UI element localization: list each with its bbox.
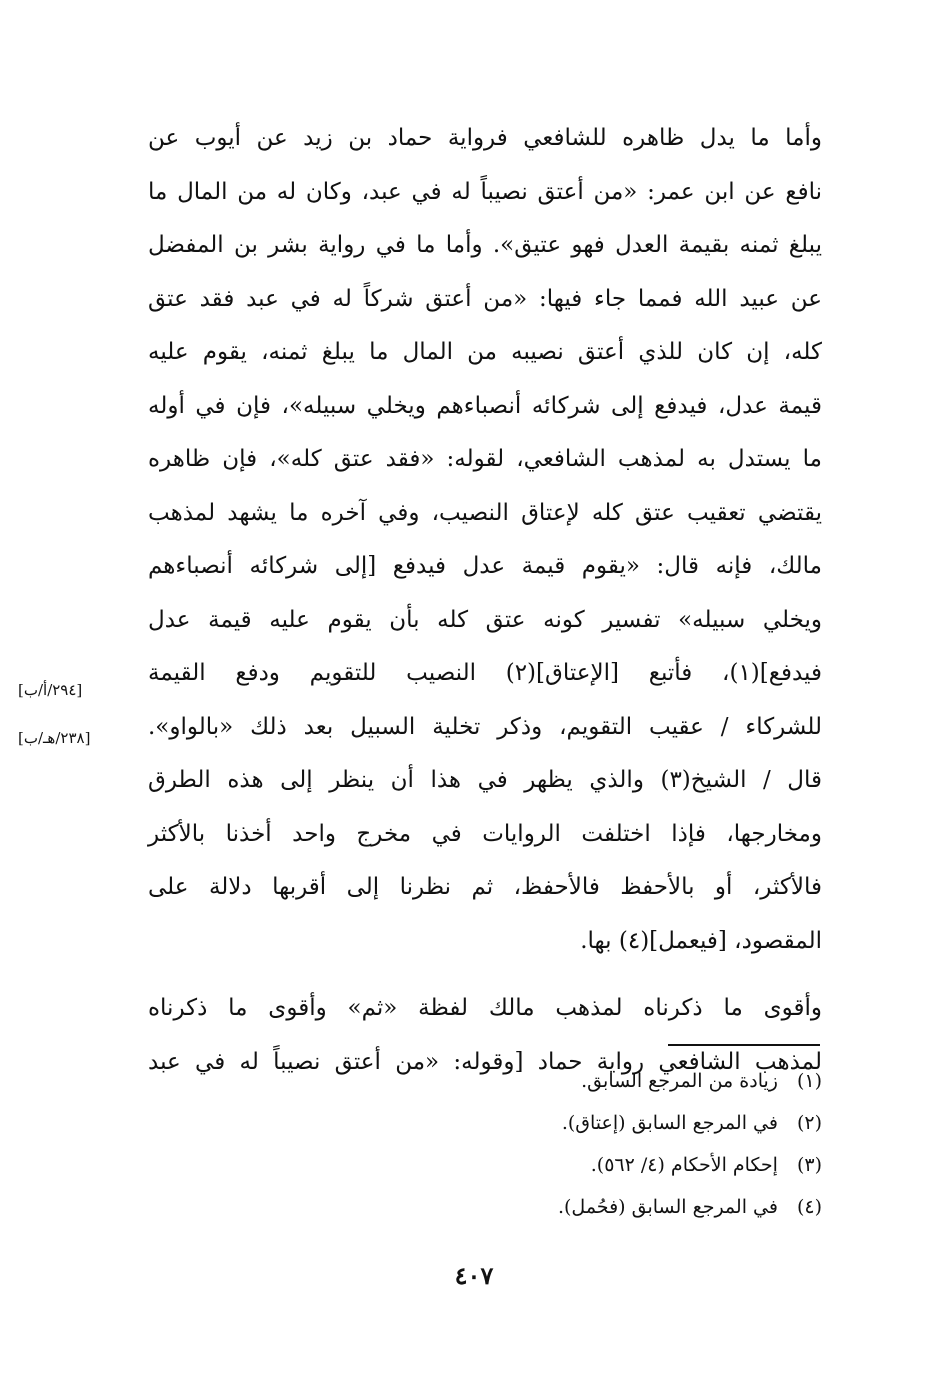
margin-reference: [٢٩٤/أ/ب] <box>18 681 83 699</box>
text-line: المقصود، [فيعمل](٤) بها. <box>580 927 822 954</box>
page-number: ٤٠٧ <box>454 1261 494 1290</box>
text-line: ويخلي سبيله» تفسير كونه عتق كله بأن يقوم عليه قيمة عدل <box>148 606 822 633</box>
text-line: فالأكثر، أو بالأحفظ فالأحفظ، ثم نظرنا إلى أقربها دلالة على <box>148 874 822 900</box>
text-line: وأقوى ما ذكرناه لمذهب مالك لفظة «ثم» وأقوى ما ذكرناه <box>148 995 822 1021</box>
text-line: لمذهب الشافعي رواية حماد [وقوله: «من أعتق نصيباً له في عبد <box>148 1048 822 1075</box>
text-line: يبلغ ثمنه بقيمة العدل فهو عتيق». وأما ما في رواية بشر بن المفضل <box>148 232 822 258</box>
text-line: ما يستدل به لمذهب الشافعي، لقوله: «فقد عتق كله»، فإن ظاهره <box>148 446 822 472</box>
footnote-number: (٣) <box>796 1154 822 1176</box>
footnote-number: (٤) <box>796 1196 822 1218</box>
footnote-text: في المرجع السابق (فحُمل). <box>557 1196 778 1218</box>
footnote-separator <box>668 1044 820 1046</box>
text-line: قال / الشيخ(٣) والذي يظهر في هذا أن ينظر إلى هذه الطرق <box>148 767 822 793</box>
footnotes <box>300 1060 822 1228</box>
footnote <box>300 1144 822 1186</box>
text-line: وأما ما يدل ظاهره للشافعي فرواية حماد بن زيد عن أيوب عن <box>148 125 822 151</box>
text-line: فيدفع](١)، فأتبع [الإعتاق](٢) النصيب للتقويم ودفع القيمة <box>148 660 822 686</box>
main-text <box>148 112 822 1089</box>
text-line: قيمة عدل، فيدفع إلى شركائه أنصباءهم ويخلي سبيله»، فإن في أوله <box>148 392 822 419</box>
footnote-text: في المرجع السابق (إعتاق). <box>561 1112 778 1134</box>
footnote-text: إحكام الأحكام (٤/ ٥٦٢). <box>590 1154 778 1176</box>
text-line: للشركاء / عقيب التقويم، وذكر تخلية السبيل بعد ذلك «بالواو». <box>148 713 822 740</box>
text-line: عن عبيد الله فمما جاء فيها: «من أعتق شركاً له في عبد فقد عتق <box>148 285 822 312</box>
text-line: كله، إن كان للذي أعتق نصيبه من المال ما يبلغ ثمنه، يقوم عليه <box>148 339 822 365</box>
footnote <box>300 1102 822 1144</box>
footnote <box>300 1060 822 1102</box>
text-line: يقتضي تعقيب عتق كله لإعتاق النصيب، وفي آخره ما يشهد لمذهب <box>148 499 822 526</box>
text-line: مالك، فإنه قال: «يقوم قيمة عدل فيدفع [إلى شركائه أنصباءهم <box>148 553 822 579</box>
footnote-number: (٢) <box>796 1112 822 1134</box>
footnote-text: زيادة من المرجع السابق. <box>581 1070 778 1092</box>
footnote-number: (١) <box>796 1070 822 1092</box>
text-line: ومخارجها، فإذا اختلفت الروايات في مخرج واحد أخذنا بالأكثر <box>148 820 822 847</box>
footnote <box>300 1186 822 1228</box>
text-line: نافع عن ابن عمر: «من أعتق نصيباً له في عبد، وكان له من المال ما <box>148 178 822 205</box>
margin-reference: [٢٣٨/هـ/ب] <box>18 729 91 747</box>
